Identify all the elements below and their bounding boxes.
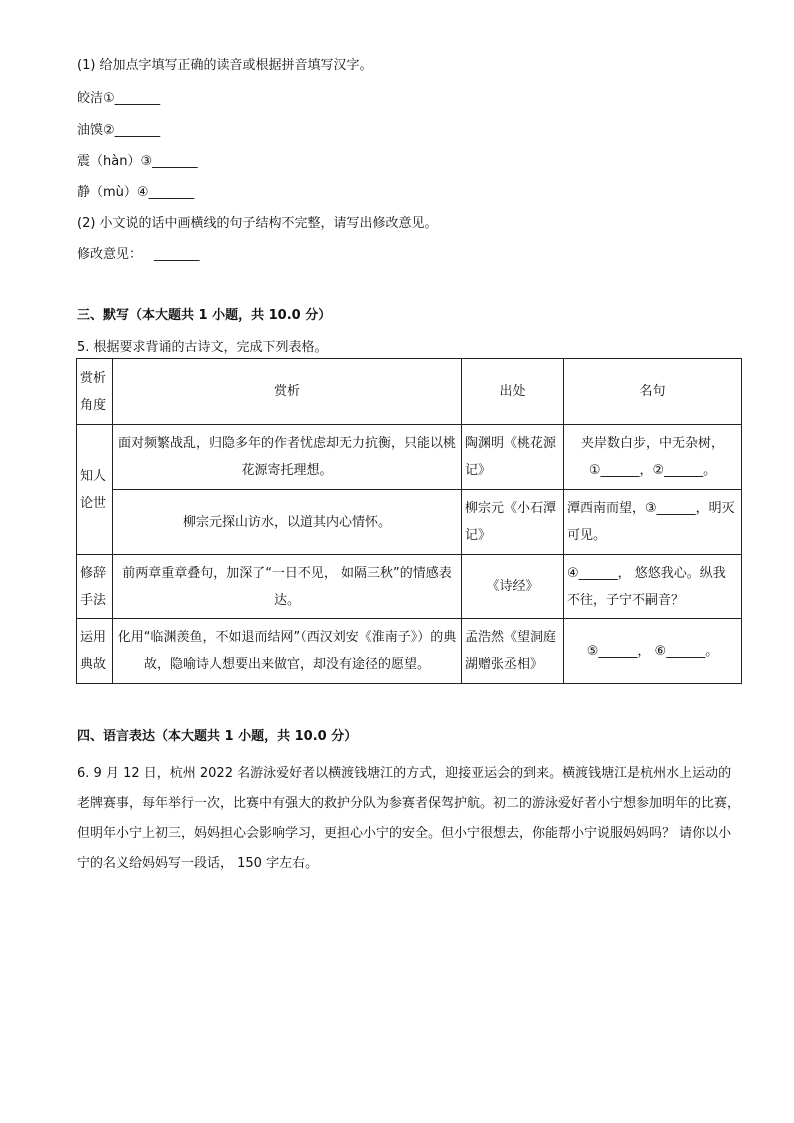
table-row <box>77 490 742 555</box>
question-1-instruction: (1) 给加点字填写正确的读音或根据拼音填写汉字。 <box>77 58 373 73</box>
question-6-text: 6. 9 月 12 日，杭州 2022 名游泳爱好者以横渡钱塘江的方式，迎接亚运会的到来。横渡钱塘江是杭州水上运动的老牌赛事，每年举行一次，比赛中有强大的救护分队为参赛者保驾护航。初二的游泳爱好者小宁想参加明年的比赛，但明年小宁上初三，妈妈担心会影响学习，更担心小宁的安全。但小宁很想去，你能帮小宁说服妈妈吗？ 请你以小宁的名义给妈妈写一段话， 150 字左右。 <box>77 766 741 871</box>
row-angle: 运用典故 <box>77 619 113 684</box>
table-header-row <box>77 359 742 425</box>
row-appreciation: 前两章重章叠句，加深了“一日不见， 如隔三秋”的情感表达。 <box>113 555 462 619</box>
item-4 <box>77 184 194 202</box>
item-1 <box>77 90 160 108</box>
revise-line <box>77 246 200 264</box>
section-3-heading: 三、默写（本大题共 1 小题，共 10.0 分） <box>77 308 332 323</box>
answer-blank[interactable]: _______ <box>152 154 198 169</box>
row-source: 柳宗元《小石潭记》 <box>462 490 564 555</box>
row-angle: 修辞手法 <box>77 555 113 619</box>
item-label: 皎洁① <box>77 91 115 106</box>
item-label: 震（hàn）③ <box>77 154 153 169</box>
item-2 <box>77 122 160 140</box>
header-quote: 名句 <box>564 359 742 425</box>
row-angle: 知人论世 <box>77 425 113 555</box>
answer-blank[interactable]: _______ <box>114 123 161 138</box>
row-appreciation: 柳宗元探山访水，以道其内心情怀。 <box>113 490 462 555</box>
question-2-instruction: (2) 小文说的话中画横线的句子结构不完整，请写出修改意见。 <box>77 216 438 231</box>
row-appreciation: 化用“临渊羡鱼，不如退而结网”（西汉刘安《淮南子》）的典故，隐喻诗人想要出来做官，却没有途径的愿望。 <box>113 619 462 684</box>
item-label: 静（mù）④ <box>77 185 149 200</box>
row-quote[interactable]: 潭西南而望，③______，明灭可见。 <box>564 490 742 555</box>
row-source: 陶渊明《桃花源记》 <box>462 425 564 490</box>
revise-label: 修改意见： <box>77 247 143 262</box>
revise-blank[interactable]: _______ <box>154 247 200 262</box>
section-4-heading: 四、语言表达（本大题共 1 小题，共 10.0 分） <box>77 729 358 744</box>
poetry-table <box>76 358 742 684</box>
header-angle: 赏析角度 <box>77 359 113 425</box>
header-appreciation: 赏析 <box>113 359 462 425</box>
row-quote[interactable]: ⑤______， ⑥______。 <box>564 619 742 684</box>
row-source: 《诗经》 <box>462 555 564 619</box>
item-3 <box>77 153 198 171</box>
table-row <box>77 425 742 490</box>
answer-blank[interactable]: _______ <box>148 185 195 200</box>
row-source: 孟浩然《望洞庭湖赠张丞相》 <box>462 619 564 684</box>
answer-blank[interactable]: _______ <box>114 91 161 106</box>
question-5-text: 5. 根据要求背诵的古诗文，完成下列表格。 <box>77 340 328 355</box>
header-source: 出处 <box>462 359 564 425</box>
table-row <box>77 619 742 684</box>
table-row <box>77 555 742 619</box>
row-appreciation: 面对频繁战乱，归隐多年的作者忧虑却无力抗衡，只能以桃花源寄托理想。 <box>113 425 462 490</box>
item-label: 油馍② <box>77 123 115 138</box>
row-quote[interactable]: ④______， 悠悠我心。纵我不往，子宁不嗣音？ <box>564 555 742 619</box>
row-quote[interactable]: 夹岸数白步，中无杂树，①______，②______。 <box>564 425 742 490</box>
